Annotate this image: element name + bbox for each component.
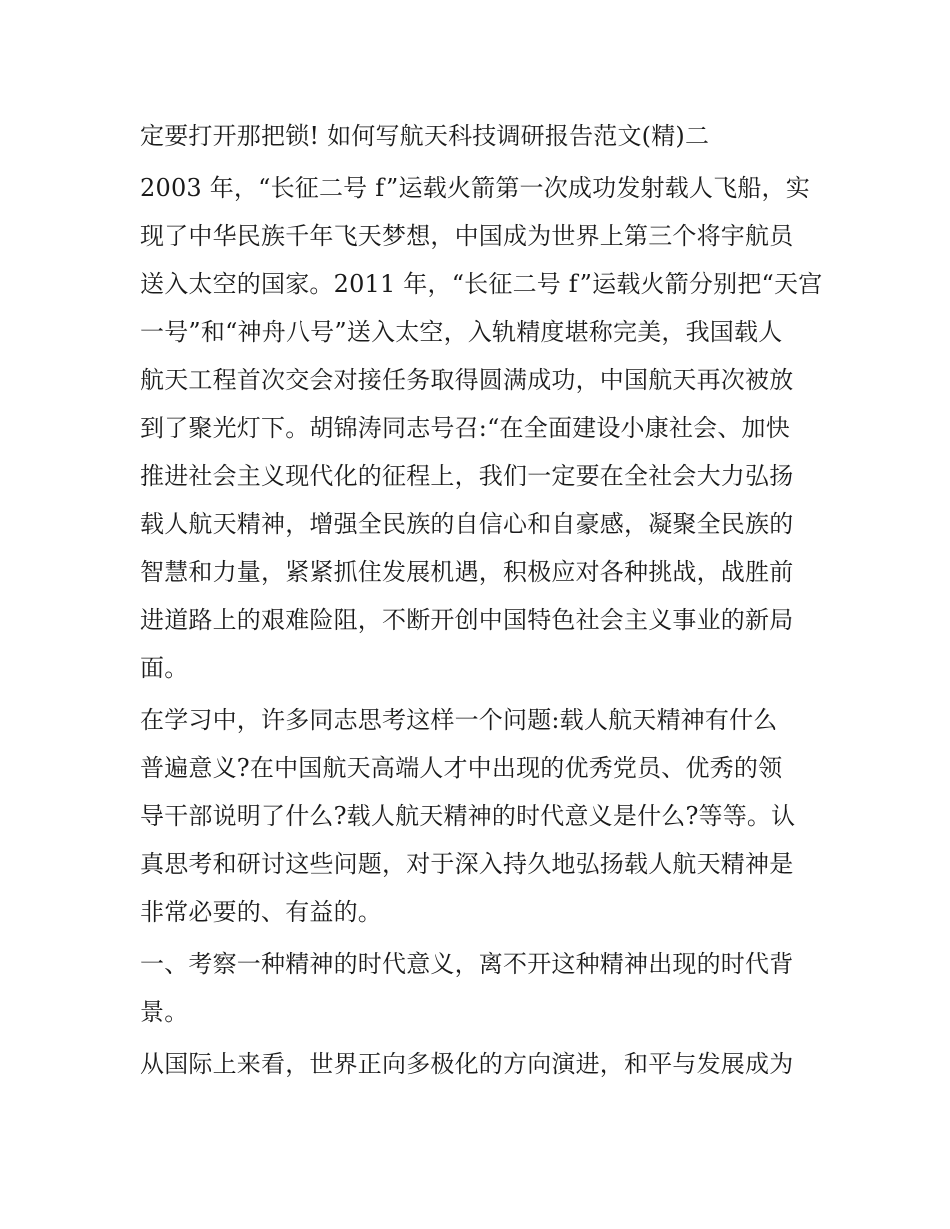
text-line: 非常必要的、有益的。: [140, 898, 382, 926]
text-line: 进道路上的艰难险阻，不断开创中国特色社会主义事业的新局: [140, 606, 794, 634]
text-line: 真思考和研讨这些问题，对于深入持久地弘扬载人航天精神是: [140, 850, 794, 878]
text-line: 现了中华民族千年飞天梦想，中国成为世界上第三个将宇航员: [140, 222, 794, 250]
text-line: 智慧和力量，紧紧抓住发展机遇，积极应对各种挑战，战胜前: [140, 558, 794, 586]
text-line: 导干部说明了什么?载人航天精神的时代意义是什么?等等。认: [140, 802, 796, 830]
text-line: 普遍意义?在中国航天高端人才中出现的优秀党员、优秀的领: [140, 754, 783, 782]
text-line: 一号”和“神舟八号”送入太空，入轨精度堪称完美，我国载人: [140, 318, 783, 346]
text-line: 推进社会主义现代化的征程上，我们一定要在全社会大力弘扬: [140, 462, 794, 490]
text-line: 送入太空的国家。2011 年，“长征二号 f”运载火箭分别把“天宫: [140, 270, 823, 298]
text-line: 从国际上来看，世界正向多极化的方向演进，和平与发展成为: [140, 1050, 794, 1078]
text-line: 一、考察一种精神的时代意义，离不开这种精神出现的时代背: [140, 950, 794, 978]
text-line: 定要打开那把锁! 如何写航天科技调研报告范文(精)二: [140, 122, 710, 150]
text-line: 面。: [140, 654, 189, 682]
text-line: 在学习中，许多同志思考这样一个问题:载人航天精神有什么: [140, 706, 778, 734]
text-line: 到了聚光灯下。胡锦涛同志号召:“在全面建设小康社会、加快: [140, 414, 790, 442]
text-line: 航天工程首次交会对接任务取得圆满成功，中国航天再次被放: [140, 366, 794, 394]
document-body: [140, 112, 823, 1088]
text-line: 2003 年，“长征二号 f”运载火箭第一次成功发射载人飞船，实: [140, 174, 810, 202]
text-line: 景。: [140, 998, 189, 1026]
text-line: 载人航天精神，增强全民族的自信心和自豪感，凝聚全民族的: [140, 510, 794, 538]
